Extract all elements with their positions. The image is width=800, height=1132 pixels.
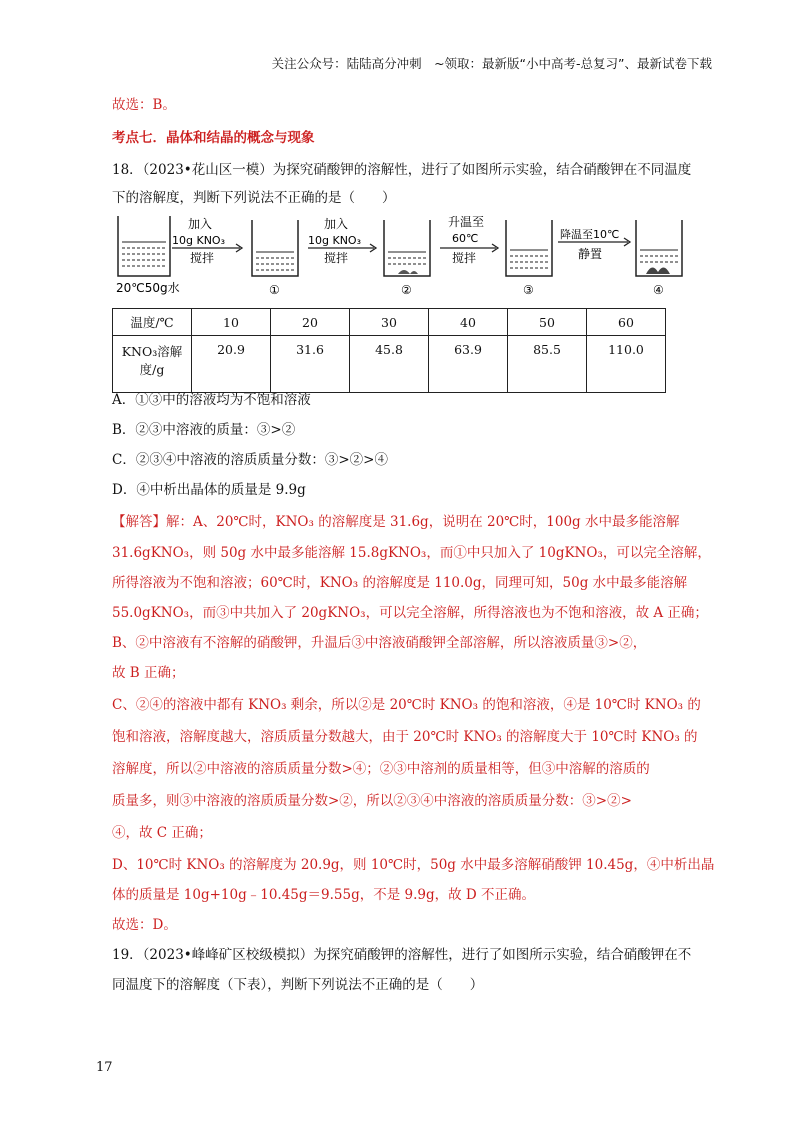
row-label-line2: 度/g <box>139 362 165 377</box>
answer-line: 所得溶液为不饱和溶液；60℃时，KNO₃ 的溶解度是 110.0g，同理可知，50g 水中最多能溶解 <box>112 575 688 591</box>
option-b: B．②③中溶液的质量：③>② <box>112 422 296 438</box>
solubility-cell: 31.6 <box>271 336 350 393</box>
solubility-cell: 63.9 <box>429 336 508 393</box>
temp-cell: 10 <box>192 309 271 336</box>
solubility-cell: 45.8 <box>350 336 429 393</box>
step1-mid: 10g KNO₃ <box>172 234 225 247</box>
beaker-2 <box>384 220 430 276</box>
solubility-cell: 85.5 <box>508 336 587 393</box>
temp-cell: 20 <box>271 309 350 336</box>
option-d: D．④中析出晶体的质量是 9.9g <box>112 482 306 498</box>
step4-top: 降温至10℃ <box>560 228 620 241</box>
solubility-table <box>112 308 666 393</box>
temp-cell: 40 <box>429 309 508 336</box>
table-header-label: 温度/℃ <box>113 309 192 336</box>
temp-cell: 50 <box>508 309 587 336</box>
label-1: ① <box>269 283 280 297</box>
page-number: 17 <box>96 1060 113 1075</box>
step2-mid: 10g KNO₃ <box>308 234 361 247</box>
beaker-start <box>118 216 170 276</box>
label-4: ④ <box>653 283 664 297</box>
page-header: 关注公众号：陆陆高分冲刺 ~领取：最新版“小中高考-总复习”、最新试卷下载 <box>271 56 712 71</box>
answer-line: 【解答】解：A、20℃时，KNO₃ 的溶解度是 31.6g，说明在 20℃时，100g 水中最多能溶解 <box>112 514 680 530</box>
label-2: ② <box>401 283 412 297</box>
beaker-4 <box>636 220 682 276</box>
temp-cell: 60 <box>587 309 666 336</box>
answer-line: 31.6gKNO₃，则 50g 水中最多能溶解 15.8gKNO₃，而①中只加入了 10gKNO₃，可以完全溶解， <box>112 545 711 561</box>
section-title: 考点七．晶体和结晶的概念与现象 <box>112 130 315 146</box>
answer-line: ④，故 C 正确； <box>112 825 212 841</box>
answer-line: 质量多，则③中溶液的溶质质量分数>②，所以②③④中溶液的溶质质量分数：③>②> <box>112 793 632 809</box>
start-label: 20℃50g水 <box>116 281 180 295</box>
beaker-1 <box>252 220 298 276</box>
solubility-cell: 110.0 <box>587 336 666 393</box>
step3-mid: 60℃ <box>452 232 479 245</box>
q19-stem-line1: 19．（2023•峰峰矿区校级模拟）为探究硝酸钾的溶解性，进行了如图所示实验，结合硝酸钾在不 <box>112 947 692 963</box>
option-c: C．②③④中溶液的溶质质量分数：③>②>④ <box>112 452 388 468</box>
step3-bot: 搅拌 <box>452 251 477 265</box>
answer-line: 体的质量是 10g+10g﹣10.45g＝9.55g，不是 9.9g，故 D 不正确。 <box>112 887 536 903</box>
answer-line: 溶解度，所以②中溶液的溶质质量分数>④；②③中溶剂的质量相等，但③中溶解的溶质的 <box>112 761 650 777</box>
label-3: ③ <box>523 283 534 297</box>
previous-answer: 故选：B。 <box>112 97 176 113</box>
solubility-cell: 20.9 <box>192 336 271 393</box>
answer-line: 饱和溶液，溶解度越大，溶质质量分数越大，由于 20℃时 KNO₃ 的溶解度大于 10℃时 KNO₃ 的 <box>112 729 698 745</box>
answer-line: 55.0gKNO₃，而③中共加入了 20gKNO₃，可以完全溶解，所得溶液也为不饱和溶液，故 A 正确； <box>112 605 708 621</box>
step4-bot: 静置 <box>578 247 603 261</box>
beaker-3 <box>506 220 552 276</box>
answer-line: B、②中溶液有不溶解的硝酸钾，升温后③中溶液硝酸钾全部溶解，所以溶液质量③>②， <box>112 635 647 651</box>
temp-cell: 30 <box>350 309 429 336</box>
experiment-diagram <box>112 212 692 300</box>
step1-bot: 搅拌 <box>190 251 215 265</box>
q18-stem-line1: 18．（2023•花山区一模）为探究硝酸钾的溶解性，进行了如图所示实验，结合硝酸钾在不同温度 <box>112 162 692 178</box>
option-a: A．①③中的溶液均为不饱和溶液 <box>112 392 311 408</box>
q19-stem-line2: 同温度下的溶解度（下表），判断下列说法不正确的是（ ） <box>112 977 484 993</box>
answer-line: D、10℃时 KNO₃ 的溶解度为 20.9g，则 10℃时，50g 水中最多溶解硝酸钾 10.45g，④中析出晶 <box>112 857 715 873</box>
step3-top: 升温至 <box>448 215 485 229</box>
step2-top: 加入 <box>324 217 349 231</box>
q18-stem-line2: 下的溶解度，判断下列说法不正确的是（ ） <box>112 190 396 206</box>
answer-line: C、②④的溶液中都有 KNO₃ 剩余，所以②是 20℃时 KNO₃ 的饱和溶液，④是 10℃时 KNO₃ 的 <box>112 697 701 713</box>
step2-bot: 搅拌 <box>324 251 349 265</box>
table-row-label <box>113 336 192 393</box>
answer-line: 故 B 正确； <box>112 665 185 681</box>
row-label-line1: KNO₃溶解 <box>121 344 183 359</box>
step1-top: 加入 <box>188 217 213 231</box>
final-answer: 故选：D。 <box>112 917 177 933</box>
